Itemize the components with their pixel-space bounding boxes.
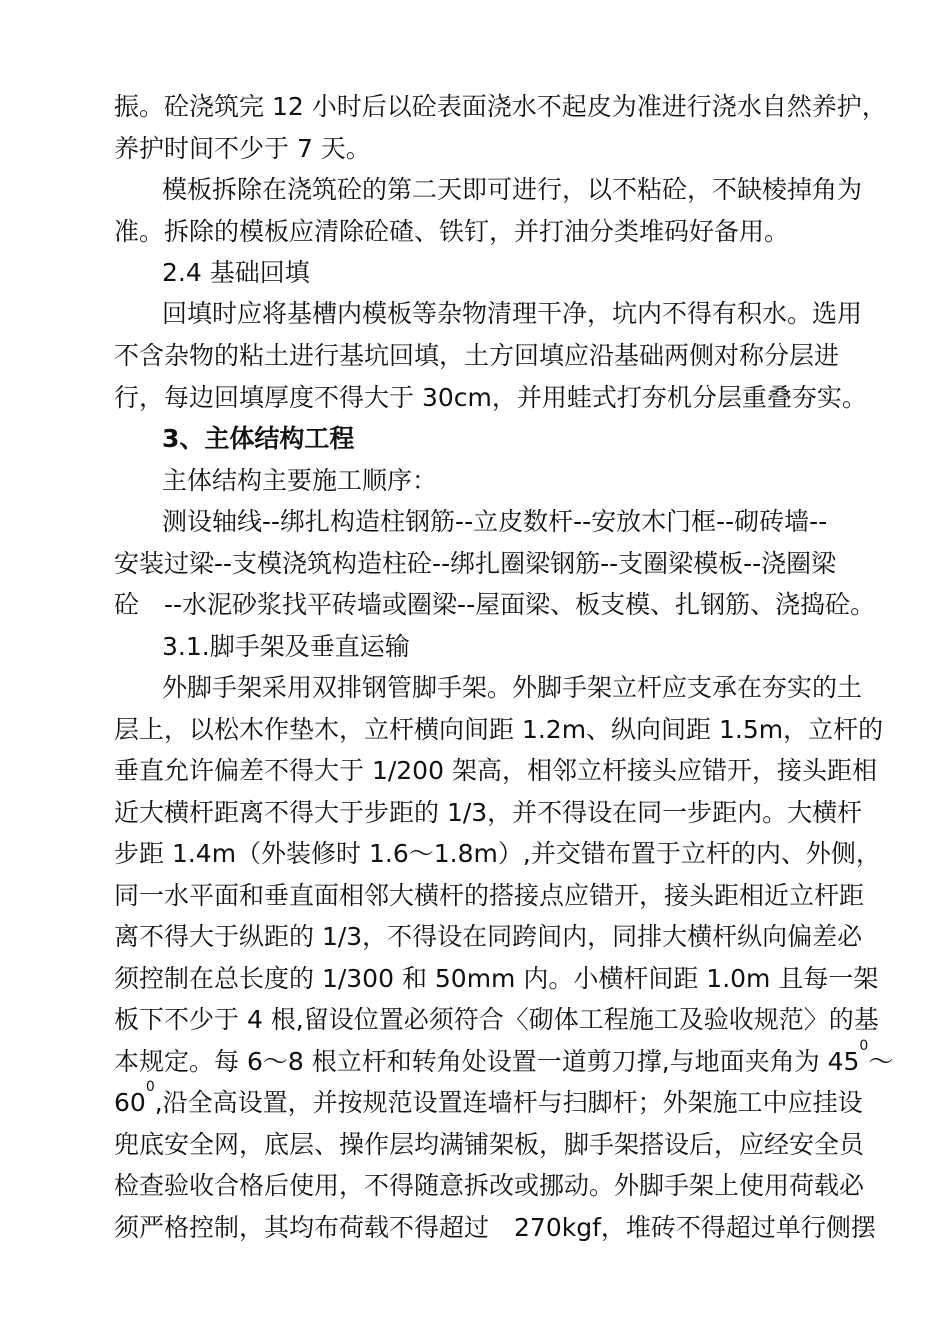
body-text-line: 同一水平面和垂直面相邻大横杆的搭接点应错开，接头距相近立杆距 <box>114 881 865 910</box>
body-text-line: 层上，以松木作垫木，立杆横向间距 1.2m、纵向间距 1.5m，立杆的 <box>114 715 884 744</box>
subsection-heading: 2.4 基础回填 <box>162 258 310 287</box>
body-text-line: 测设轴线--绑扎构造柱钢筋--立皮数杆--安放木门框--砌砖墙-- <box>162 507 828 536</box>
body-text-line: 检查验收合格后使用，不得随意拆改或挪动。外脚手架上使用荷载必 <box>114 1171 865 1200</box>
superscript-degree: 0 <box>859 1038 869 1054</box>
body-text-line: 60 0 ,沿全高设置，并按规范设置连墙杆与扫脚杆；外架施工中应挂设 <box>114 1079 863 1117</box>
body-text-line: 主体结构主要施工顺序： <box>162 466 438 495</box>
body-text-line: 不含杂物的粘土进行基坑回填，土方回填应沿基础两侧对称分层进 <box>114 341 840 370</box>
body-text-line: 回填时应将基槽内模板等杂物清理干净，坑内不得有积水。选用 <box>162 299 863 328</box>
body-text-line: 步距 1.4m（外装修时 1.6～1.8m）,并交错布置于立杆的内、外侧， <box>114 839 881 868</box>
subsection-heading: 3.1.脚手架及垂直运输 <box>162 632 410 661</box>
body-text-line: 兜底安全网，底层、操作层均满铺架板，脚手架搭设后，应经安全员 <box>114 1130 865 1159</box>
body-text-line: 振。砼浇筑完 12 小时后以砼表面浇水不起皮为准进行浇水自然养护， <box>114 92 887 121</box>
body-text-line: 须控制在总长度的 1/300 和 50mm 内。小横杆间距 1.0m 且每一架 <box>114 964 879 993</box>
body-text-line: 安装过梁--支模浇筑构造柱砼--绑扎圈梁钢筋--支圈梁模板--浇圈梁 <box>114 549 837 578</box>
body-text-line: 养护时间不少于 7 天。 <box>114 134 371 163</box>
body-text-line: 离不得大于纵距的 1/3，不得设在同跨间内，同排大横杆纵向偏差必 <box>114 922 863 951</box>
body-text-line: 行，每边回填厚度不得大于 30cm，并用蛙式打夯机分层重叠夯实。 <box>114 383 867 412</box>
body-text-line: 准。拆除的模板应清除砼碴、铁钉，并打油分类堆码好备用。 <box>114 217 790 246</box>
body-text-line: 砼 --水泥砂浆找平砖墙或圈梁--屋面梁、板支模、扎钢筋、浇捣砼。 <box>114 590 876 619</box>
superscript-degree: 0 <box>145 1079 155 1095</box>
section-heading: 3、主体结构工程 <box>162 424 355 453</box>
body-text-line: 近大横杆距离不得大于步距的 1/3，并不得设在同一步距内。大横杆 <box>114 798 863 827</box>
body-text-line: 须严格控制，其均布荷载不得超过 270kgf，堆砖不得超过单行侧摆 <box>114 1213 876 1242</box>
body-text-line: 垂直允许偏差不得大于 1/200 架高，相邻立杆接头应错开，接头距相 <box>114 756 877 785</box>
body-text-line: 板下不少于 4 根,留设位置必须符合〈砌体工程施工及验收规范〉的基 <box>114 1005 879 1034</box>
body-text-line: 本规定。每 6～8 根立杆和转角处设置一道剪刀撑,与地面夹角为 45 0 ～ <box>114 1038 894 1076</box>
body-text-line: 外脚手架采用双排钢管脚手架。外脚手架立杆应支承在夯实的土 <box>162 673 863 702</box>
body-text-line: 模板拆除在浇筑砼的第二天即可进行，以不粘砼，不缺棱掉角为 <box>162 175 863 204</box>
